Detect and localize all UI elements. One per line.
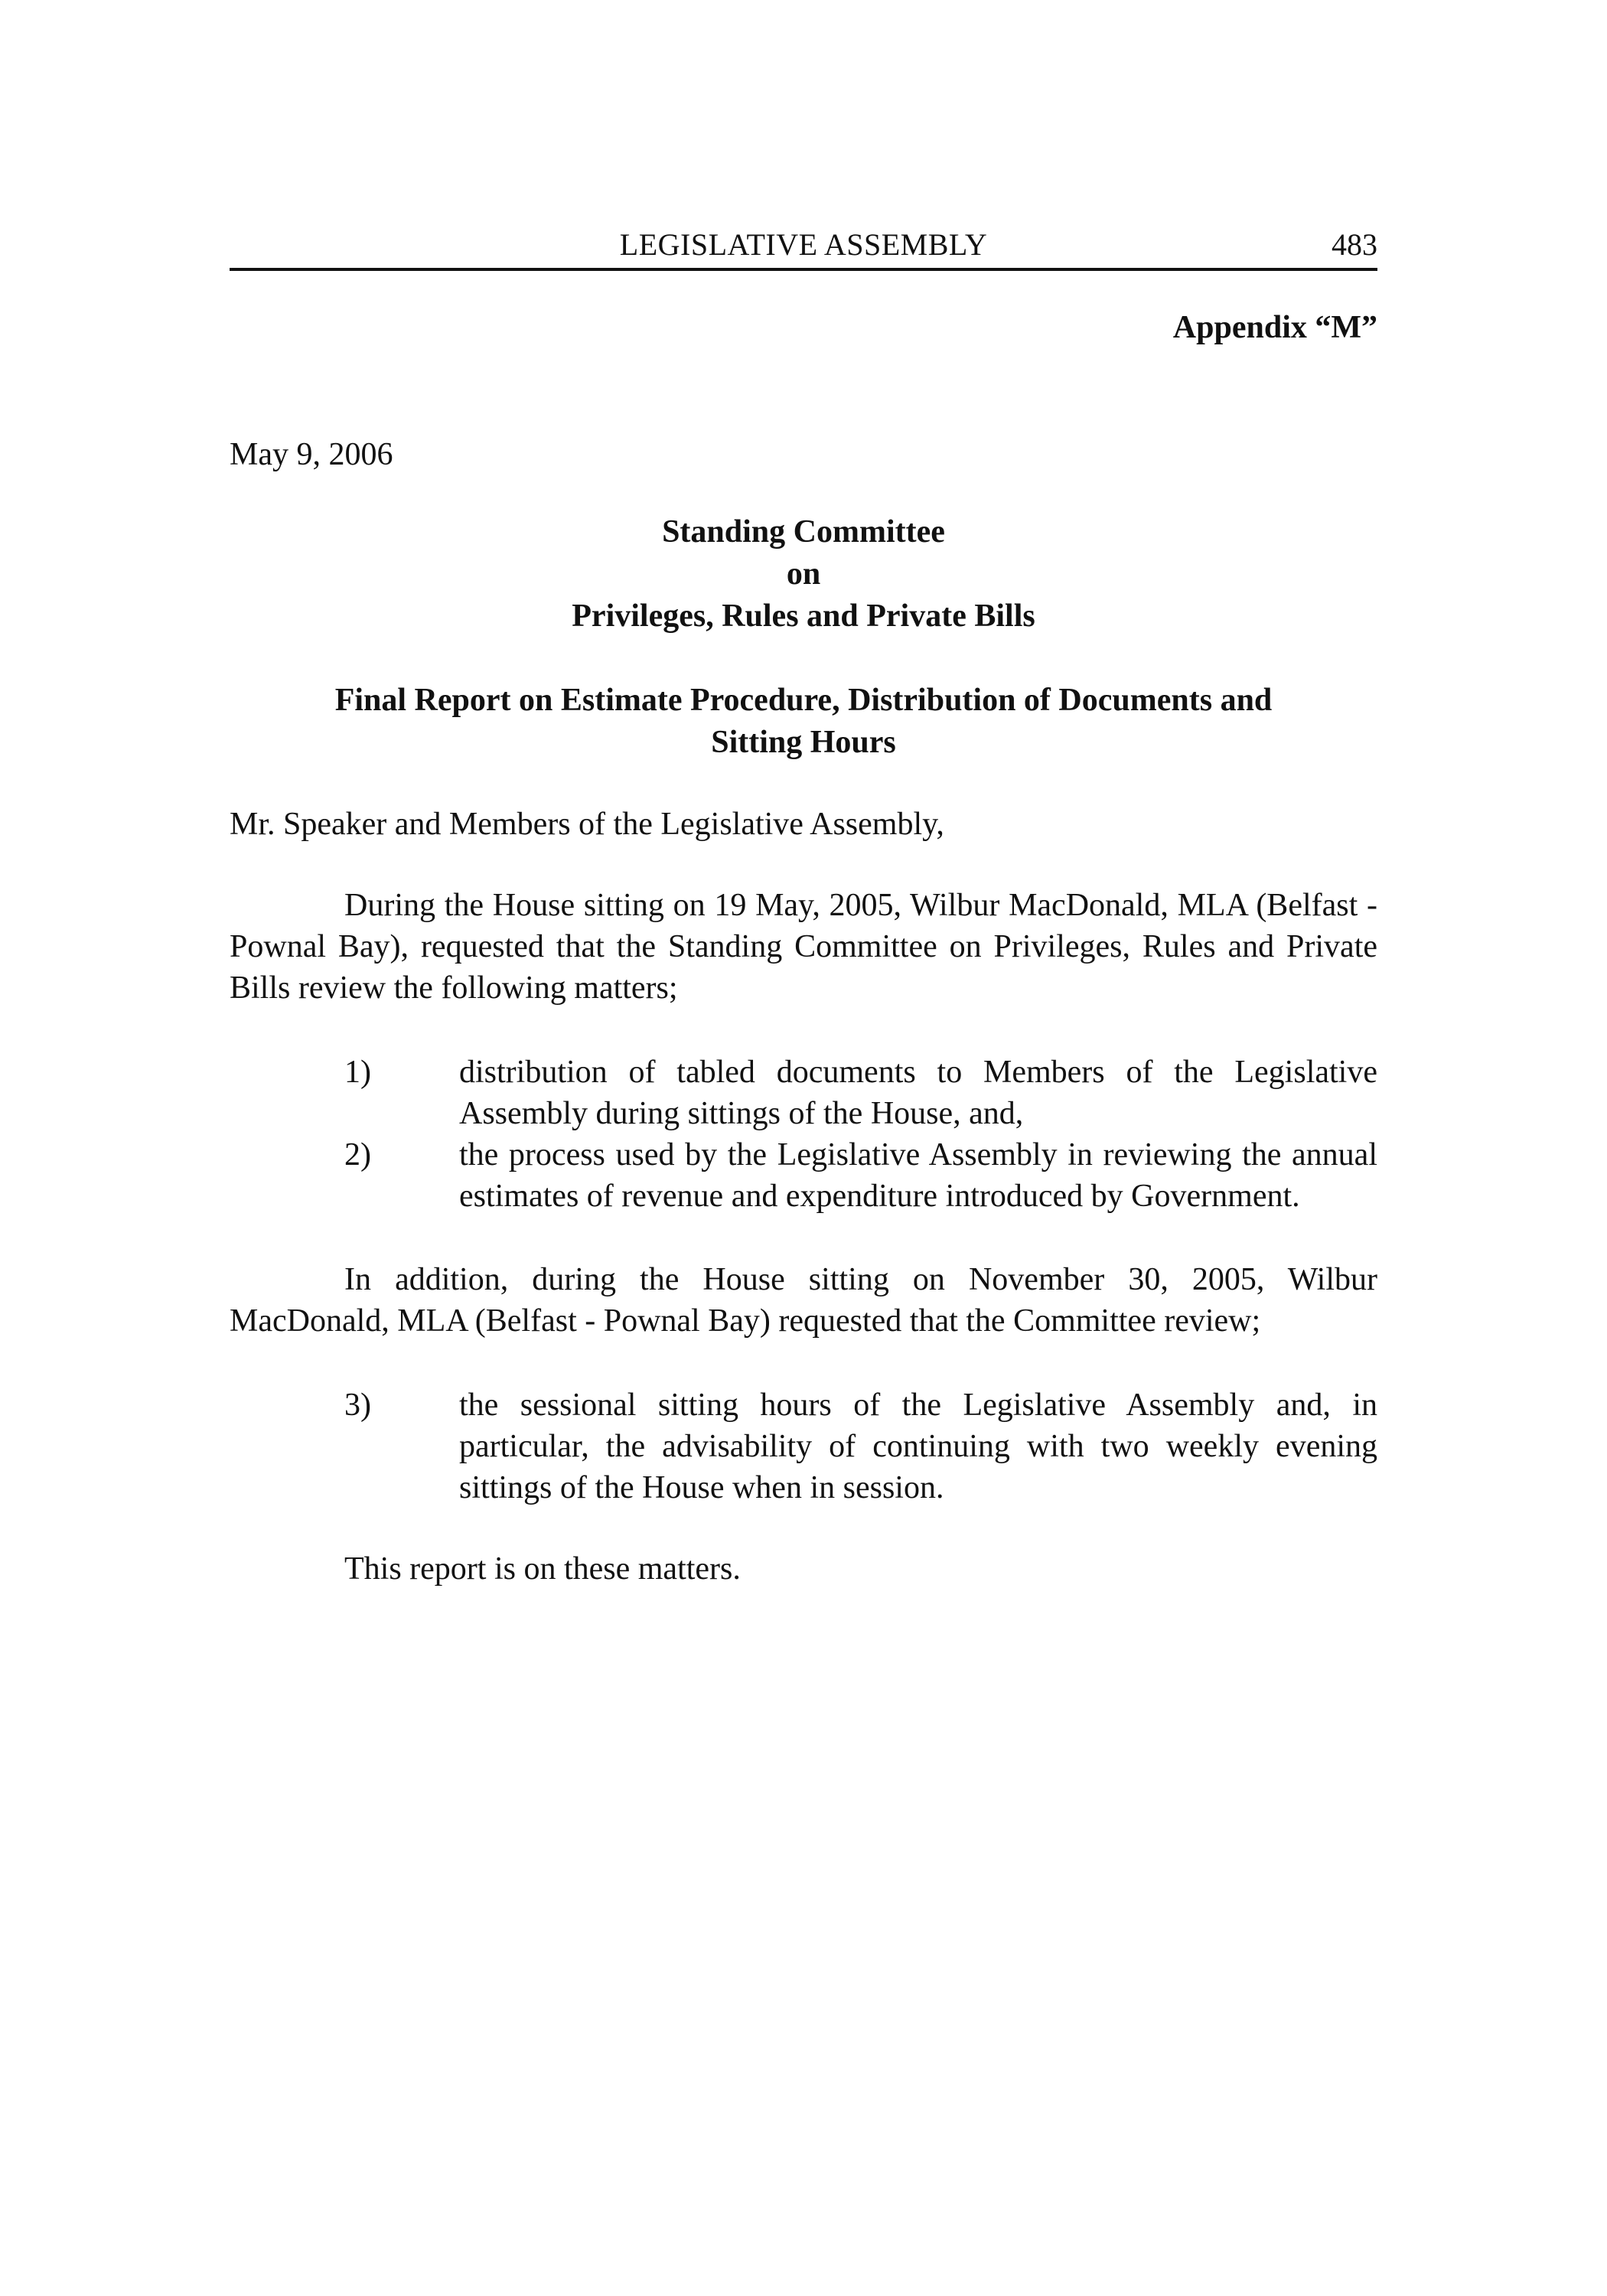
- report-title-line-2: Sitting Hours: [711, 725, 896, 760]
- list-item: [230, 1384, 1377, 1508]
- list-item-number: 2): [344, 1137, 371, 1172]
- document-page: [230, 222, 1377, 1587]
- paragraph-addition: In addition, during the House sitting on November 30, 2005, Wilbur MacDonald, MLA (Belfast - Pownal Bay) requested that the Committee review;: [230, 1262, 1377, 1339]
- salutation: Mr. Speaker and Members of the Legislative Assembly,: [230, 807, 944, 842]
- running-title: LEGISLATIVE ASSEMBLY: [619, 227, 988, 262]
- committee-line-2: on: [786, 556, 821, 592]
- list-item-text: the sessional sitting hours of the Legislative Assembly and, in particular, the advisability of continuing with two weekly evening sittings of the House when in session.: [459, 1388, 1377, 1505]
- running-header: [230, 222, 1377, 271]
- list-item-text: the process used by the Legislative Assembly in reviewing the annual estimates of revenue and expenditure introduced by Government.: [459, 1137, 1377, 1214]
- report-title: [230, 680, 1377, 764]
- report-title-line-1: Final Report on Estimate Procedure, Distribution of Documents and: [334, 683, 1273, 718]
- matters-list-1: [230, 1052, 1377, 1217]
- list-item: [230, 1134, 1377, 1217]
- list-item-number: 3): [344, 1388, 371, 1423]
- paragraph-intro: During the House sitting on 19 May, 2005, Wilbur MacDonald, MLA (Belfast - Pownal Bay), requested that the Standing Committee on Privileges, Rules and Private Bills review the following matters;: [230, 888, 1377, 1006]
- committee-line-1: Standing Committee: [662, 514, 945, 550]
- report-date: May 9, 2006: [230, 437, 393, 472]
- list-item-number: 1): [344, 1055, 371, 1090]
- page-number: 483: [1332, 227, 1377, 262]
- matters-list-2: [230, 1384, 1377, 1508]
- appendix-label: Appendix “M”: [1172, 310, 1377, 345]
- committee-heading: [230, 511, 1377, 638]
- committee-line-3: Privileges, Rules and Private Bills: [572, 598, 1035, 634]
- list-item: [230, 1052, 1377, 1134]
- list-item-text: distribution of tabled documents to Members of the Legislative Assembly during sittings of the House, and,: [459, 1055, 1377, 1131]
- closing-line: This report is on these matters.: [344, 1551, 741, 1587]
